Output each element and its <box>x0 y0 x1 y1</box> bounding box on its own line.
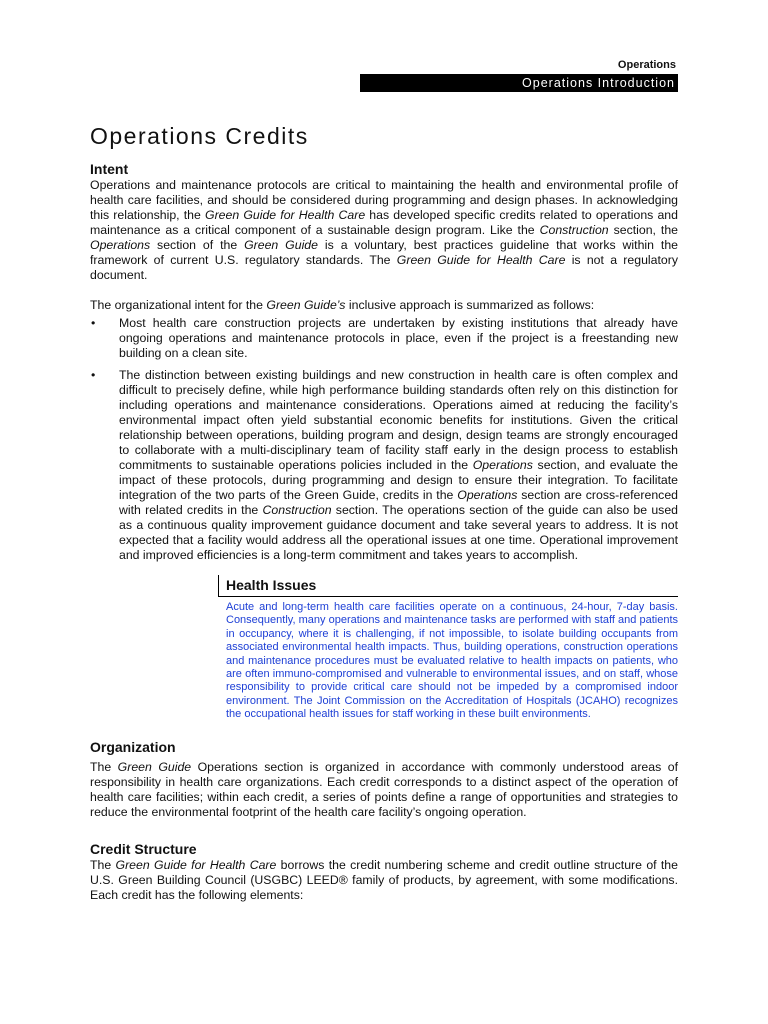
emphasis-text: Green Guide <box>117 759 192 774</box>
emphasis-text: Green Guide for Health Care <box>396 253 566 267</box>
emphasis-text: Operations <box>457 488 518 502</box>
bullet-text: The distinction between existing buildings and new construction in health care is often complex and difficult to precisely define, while high performance building standards often rely on this distinction for including operations and maintenance considerations. Operations aimed at reducing the facility’s environmental impact often yield substantial economic benefits for institutions. Given the critical relationship between operations, building program and design, design teams are strongly encouraged to collaborate with a multi-disciplinary team of facility staff early in the design process to establish commitments to sustainable operations policies included in the Operations section, and evaluate the impact of these protocols, during programming and design to ensure their integration. To facilitate integration of the two parts of the Green Guide, credits in the Operations section are cross-referenced with related credits in the Construction section. The operations section of the guide can also be used as a continuous quality improvement guidance document and take several years to address. It is not expected that a facility would address all the operational issues at one time. Operational improvement and improved efficiencies is a long-term commitment and takes years to accomplish. <box>119 368 679 562</box>
running-header-bar: Operations Introduction <box>360 74 678 92</box>
emphasis-text: Green Guide for Health Care <box>205 208 366 222</box>
running-header-section: Operations <box>617 59 676 71</box>
health-issues-callout <box>218 575 678 722</box>
intent-bullet-list <box>90 316 678 563</box>
page-title: Operations Credits <box>90 123 309 149</box>
document-page <box>90 58 678 903</box>
organization-paragraph: The Green Guide Operations section is organized in accordance with commonly understood areas of responsibility in health care organizations. Each credit corresponds to a distinct aspect of the operation of health care facilities; within each credit, a series of points define a range of opportunities and strategies to reduce the environmental footprint of the health care facility’s ongoing operation. <box>90 759 678 819</box>
bullet-icon: • <box>91 368 96 382</box>
bullet-text: Most health care construction projects are undertaken by existing institutions that already have ongoing operations and maintenance protocols in place, even if the project is a freestanding new building on a clean site. <box>119 316 678 360</box>
credit-structure-paragraph: The Green Guide for Health Care borrows the credit numbering scheme and credit outline structure of the U.S. Green Building Council (USGBC) LEED® family of products, by agreement, with some modifications. Each credit has the following elements: <box>90 857 678 902</box>
emphasis-text: Green Guide’s <box>266 298 346 312</box>
intent-paragraph-2: The organizational intent for the Green Guide’s inclusive approach is summarized as follows: <box>90 298 595 312</box>
health-issues-body: Acute and long-term health care facilities operate on a continuous, 24-hour, 7-day basis. Consequently, many operations and maintenance tasks are performed with staff and patients in occupancy, where it is challenging, if not impossible, to isolate building occupants from associated environmental health impacts. Thus, building operations, construction operations and maintenance procedures must be evaluated relative to health impacts on patients, who are often immuno-compromised and vulnerable to environmental issues, and on staff, whose responsibility to provide critical care should not be impeded by a compromised indoor environment. The Joint Commission on the Accreditation of Hospitals (JCAHO) recognizes the occupational health issues for staff working in these built environments. <box>226 601 678 721</box>
bullet-icon: • <box>91 316 96 330</box>
emphasis-text: Green Guide for Health Care <box>115 857 277 872</box>
intent-paragraph-1: Operations and maintenance protocols are critical to maintaining the health and environmental profile of health care facilities, and should be considered during programming and design phases. In acknowledging this relationship, the Green Guide for Health Care has developed specific credits related to operations and maintenance as a critical component of a sustainable design program. Like the Construction section, the Operations section of the Green Guide is a voluntary, best practices guideline that works within the framework of current U.S. regulatory standards. The Green Guide for Health Care is not a regulatory document. <box>90 178 678 282</box>
emphasis-text: Construction <box>262 503 332 517</box>
health-issues-heading: Health Issues <box>218 575 678 597</box>
emphasis-text: Operations <box>472 458 533 472</box>
credit-structure-heading: Credit Structure <box>90 840 197 857</box>
list-item <box>90 368 678 563</box>
list-item <box>90 316 678 361</box>
emphasis-text: Construction <box>539 223 609 237</box>
emphasis-text: Operations <box>90 238 151 252</box>
emphasis-text: Green Guide <box>244 238 318 252</box>
organization-heading: Organization <box>90 738 176 755</box>
intent-heading: Intent <box>90 161 129 177</box>
